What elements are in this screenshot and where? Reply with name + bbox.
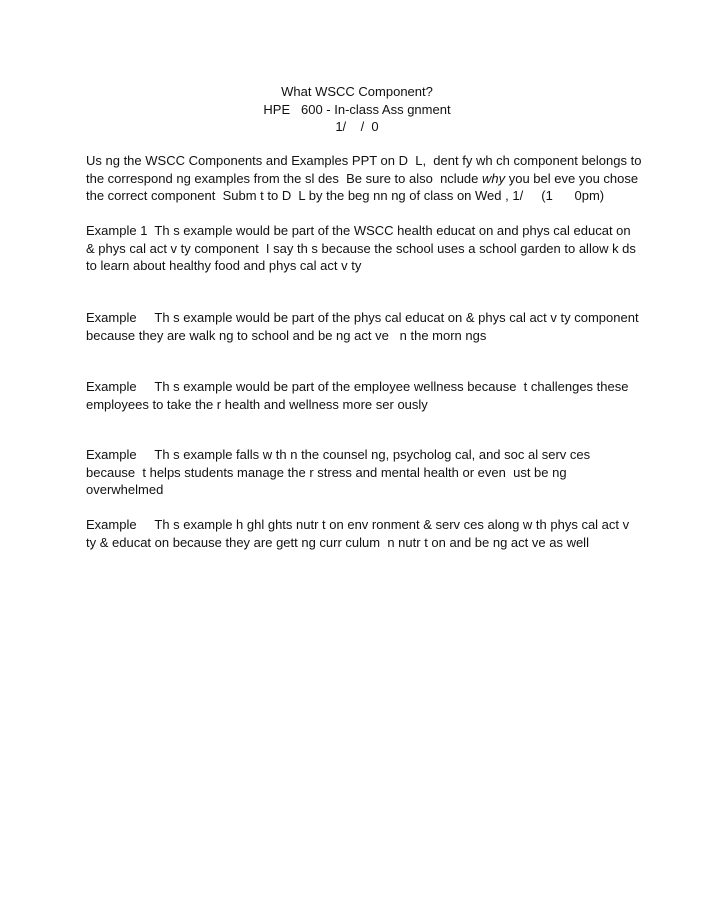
example-paragraph-3: Example Th s example would be part of the employee wellness because t challenges these employees to take the r health and wellness more ser ously [86,379,633,412]
date-line: 1/ / 0 [335,119,379,134]
example-paragraph-4: Example Th s example falls w th n the counsel ng, psycholog cal, and soc al serv ces because t helps students manage the r stress and mental health or even ust be ng overwhelmed [86,447,594,497]
example-paragraph-5: Example Th s example h ghl ghts nutr t on env ronment & serv ces along w th phys cal act v ty & educat on because they are gett ng curr culum n nutr t on and be ng act ve as well [86,517,633,550]
instructions-text-part1: Us ng the WSCC Components and Examples PPT on D L, dent fy wh ch component belongs to the correspond ng examples from the sl des Be sure to also nclude [86,153,646,186]
instructions-paragraph [86,152,646,205]
document-title: What WSCC Component? [281,84,433,99]
example-paragraph-2: Example Th s example would be part of the phys cal educat on & phys cal act v ty component because they are walk ng to school and be ng act ve n the morn ngs [86,310,643,343]
instructions-text-part2: you bel eve you chose the correct component Subm t to D L by the beg nn ng of class on Wed , 1/ (1 0pm) [86,170,642,203]
example-paragraph-1: Example 1 Th s example would be part of the WSCC health educat on and phys cal educat on & phys cal act v ty component I say th s because the school uses a school garden to allow k ds to learn about healthy food and phys cal act v ty [86,223,640,273]
instructions-italic-word: why [482,170,506,186]
document-header [0,83,714,136]
course-line: HPE 600 - In-class Ass gnment [263,101,451,117]
